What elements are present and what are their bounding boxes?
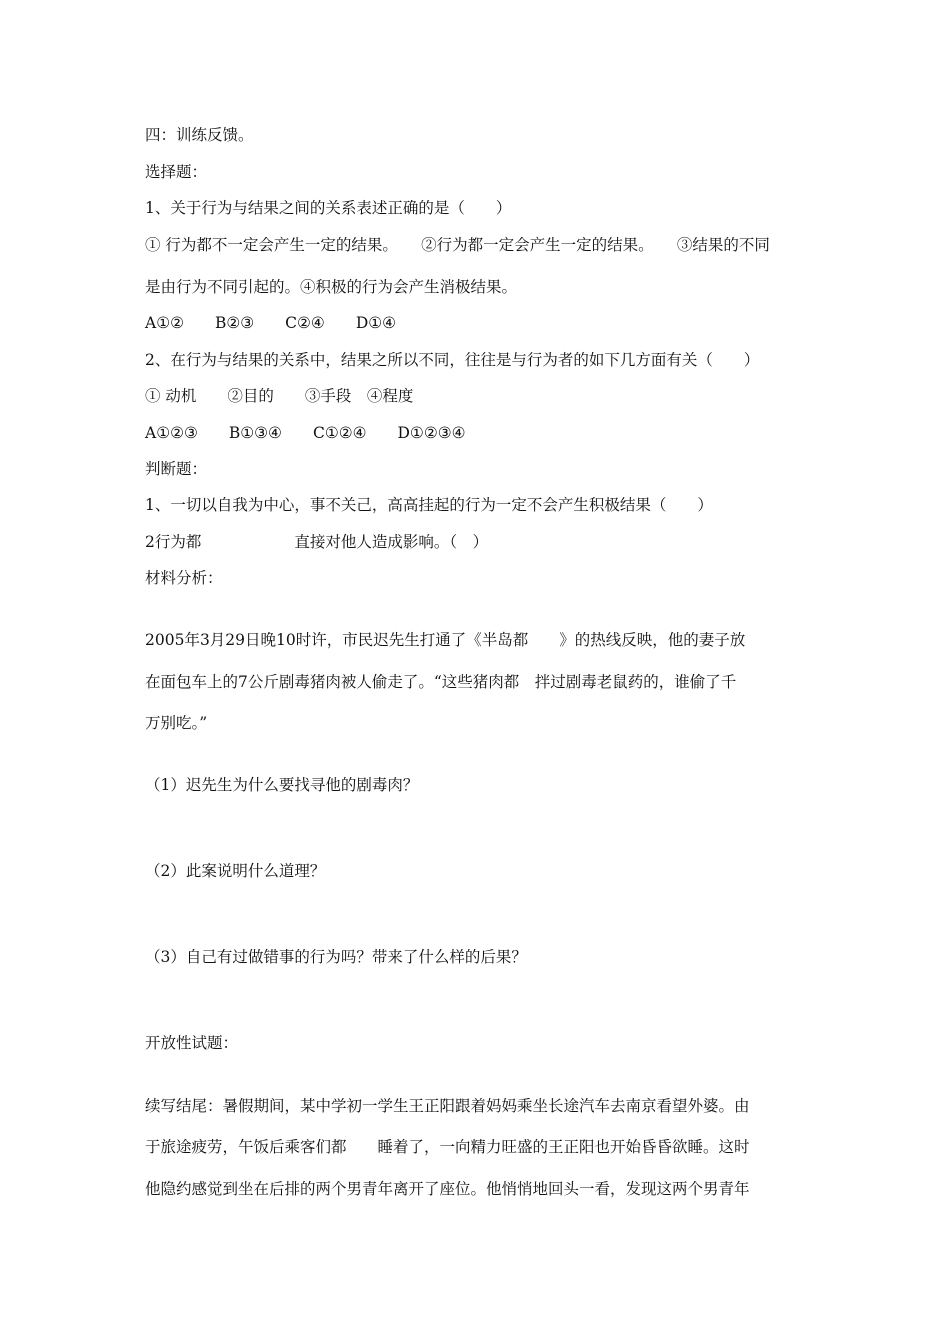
material-question-2: （2）此案说明什么道理？ (145, 862, 326, 880)
material-passage-line: 2005年3月29日晚10时许，市民迟先生打通了《半岛都 》的热线反映，他的妻子放 (145, 631, 746, 649)
choice-q1-stem: 1、关于行为与结果之间的关系表述正确的是（ ） (145, 199, 512, 217)
open-passage-line: 于旅途疲劳，午饭后乘客们都 睡着了，一向精力旺盛的王正阳也开始昏昏欲睡。这时 (145, 1138, 750, 1156)
choice-q2-options: A①②③ B①③④ C①②④ D①②③④ (145, 424, 466, 442)
open-heading: 开放性试题： (145, 1034, 239, 1052)
choice-q1-statements: ① 行为都不一定会产生一定的结果。 ②行为都一定会产生一定的结果。 ③结果的不同 (145, 236, 770, 254)
material-heading: 材料分析： (145, 569, 223, 587)
choice-heading: 选择题： (145, 163, 208, 181)
material-question-3: （3）自己有过做错事的行为吗？带来了什么样的后果？ (145, 948, 527, 966)
choice-q2-statements: ① 动机 ②目的 ③手段 ④程度 (145, 387, 414, 405)
choice-q2-stem: 2、在行为与结果的关系中，结果之所以不同，往往是与行为者的如下几方面有关（ ） (145, 351, 760, 369)
choice-q1-statements-cont: 是由行为不同引起的。④积极的行为会产生消极结果。 (145, 278, 518, 296)
choice-q1-options: A①② B②③ C②④ D①④ (145, 314, 397, 332)
material-question-1: （1）迟先生为什么要找寻他的剧毒肉？ (145, 776, 419, 794)
open-passage-line: 续写结尾：暑假期间，某中学初一学生王正阳跟着妈妈乘坐长途汽车去南京看望外婆。由 (145, 1097, 750, 1115)
material-passage-line: 在面包车上的7公斤剧毒猪肉被人偷走了。“这些猪肉都 拌过剧毒老鼠药的，谁偷了千 (145, 673, 737, 691)
section-heading: 四：训练反馈。 (145, 126, 254, 144)
material-passage-line: 万别吃。” (145, 714, 208, 732)
judge-q1: 1、一切以自我为中心，事不关己，高高挂起的行为一定不会产生积极结果（ ） (145, 496, 713, 514)
judge-heading: 判断题： (145, 460, 208, 478)
judge-q2: 2行为都 直接对他人造成影响。（ ） (145, 533, 489, 551)
open-passage-line: 他隐约感觉到坐在后排的两个男青年离开了座位。他悄悄地回头一看，发现这两个男青年 (145, 1180, 750, 1198)
